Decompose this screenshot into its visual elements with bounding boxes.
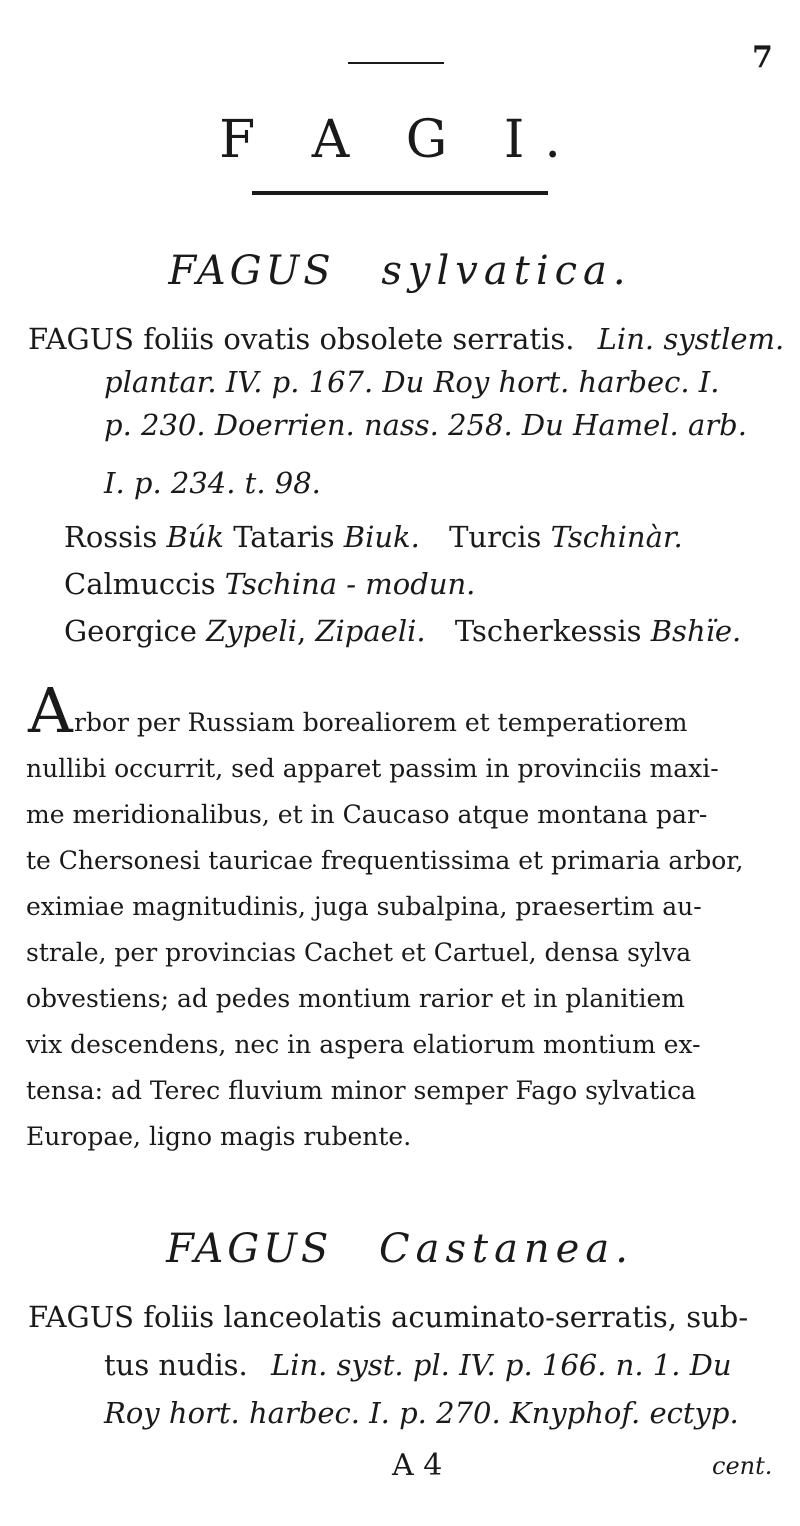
paragraph-line: Europae, ligno magis rubente. bbox=[26, 1122, 412, 1151]
vernacular-name: Biuk. bbox=[343, 520, 420, 554]
species-heading-castanea bbox=[0, 1226, 800, 1272]
paragraph-line: tensa: ad Terec fluvium minor semper Fago sylvatica bbox=[26, 1076, 697, 1105]
synonym-text: FAGUS foliis ovatis obsolete serratis. bbox=[28, 322, 575, 356]
paragraph-line: rbor per Russiam borealiorem et temperatiorem bbox=[74, 708, 688, 737]
signature-mark: A 4 bbox=[392, 1448, 443, 1483]
species-epithet: sylvatica. bbox=[381, 248, 632, 294]
vernacular-name: Zipaeli. bbox=[315, 614, 426, 648]
paragraph-line: strale, per provincias Cachet et Cartuel, densa sylva bbox=[26, 938, 692, 967]
species-epithet: Castanea. bbox=[379, 1226, 634, 1272]
catchword: cent. bbox=[712, 1452, 773, 1480]
paragraph-line: obvestiens; ad pedes montium rarior et in planitiem bbox=[26, 984, 685, 1013]
synonym-line: FAGUS foliis lanceolatis acuminato-serratis, sub- bbox=[28, 1300, 749, 1334]
synonym-ref: Lin. syst. pl. IV. p. 166. n. 1. Du bbox=[270, 1348, 732, 1382]
title-rule bbox=[252, 191, 548, 195]
language-name: Tataris bbox=[233, 520, 335, 554]
vernacular-name: Tschinàr. bbox=[550, 520, 683, 554]
synonym-text: tus nudis. bbox=[104, 1348, 248, 1382]
synonym-line bbox=[28, 322, 784, 356]
language-name: Georgice bbox=[64, 614, 197, 648]
synonym-ref-line: I. p. 234. t. 98. bbox=[104, 466, 321, 500]
separator: , bbox=[296, 614, 307, 648]
vernacular-line bbox=[64, 520, 683, 554]
vernacular-line bbox=[64, 567, 475, 601]
language-name: Calmuccis bbox=[64, 567, 216, 601]
language-name: Turcis bbox=[449, 520, 542, 554]
language-name: Tscherkessis bbox=[454, 614, 642, 648]
language-name: Rossis bbox=[64, 520, 158, 554]
header-rule bbox=[348, 62, 444, 64]
paragraph-line: eximiae magnitudinis, juga subalpina, praesertim au- bbox=[26, 892, 702, 921]
paragraph-line: te Chersonesi tauricae frequentissima et primaria arbor, bbox=[26, 846, 744, 875]
species-genus: FAGUS bbox=[168, 248, 335, 294]
vernacular-name: Zypeli bbox=[206, 614, 297, 648]
vernacular-line bbox=[64, 614, 741, 648]
section-title: F A G I. bbox=[219, 110, 581, 170]
page-number: 7 bbox=[752, 40, 773, 75]
paragraph-line: vix descendens, nec in aspera elatiorum montium ex- bbox=[26, 1030, 701, 1059]
paragraph-line: nullibi occurrit, sed apparet passim in provinciis maxi- bbox=[26, 754, 719, 783]
synonym-ref-line: Roy hort. harbec. I. p. 270. Knyphof. ectyp. bbox=[104, 1396, 739, 1430]
synonym-line bbox=[104, 1348, 732, 1382]
drop-cap: A bbox=[28, 674, 73, 747]
vernacular-name: Bshïe. bbox=[650, 614, 742, 648]
synonym-ref-line: plantar. IV. p. 167. Du Roy hort. harbec. I. bbox=[104, 365, 720, 399]
vernacular-name: Búk bbox=[166, 520, 224, 554]
vernacular-name: Tschina - modun. bbox=[224, 567, 476, 601]
synonym-ref-line: p. 230. Doerrien. nass. 258. Du Hamel. arb. bbox=[104, 408, 747, 442]
species-heading-sylvatica bbox=[0, 248, 800, 294]
paragraph-line: me meridionalibus, et in Caucaso atque montana par- bbox=[26, 800, 708, 829]
species-genus: FAGUS bbox=[166, 1226, 333, 1272]
synonym-ref: Lin. systlem. bbox=[597, 322, 785, 356]
